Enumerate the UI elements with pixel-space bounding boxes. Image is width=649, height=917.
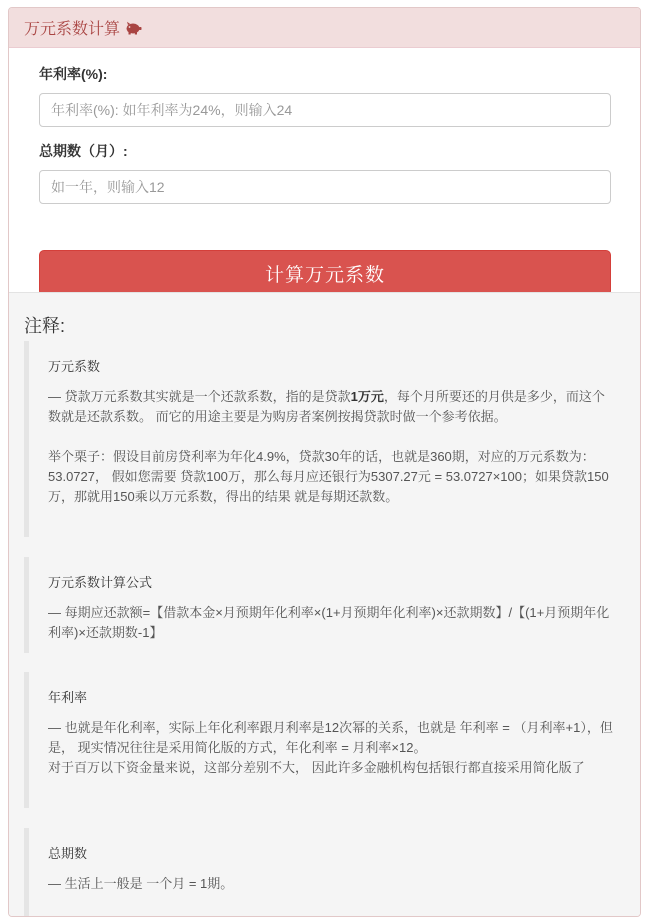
note-formula [24, 557, 614, 653]
note-coefficient-highlight: 1万元 [350, 389, 384, 404]
page-title: 万元系数计算 [24, 21, 121, 38]
note-formula-heading: 万元系数计算公式 [48, 575, 153, 590]
calculate-button[interactable]: 计算万元系数 [39, 250, 611, 296]
note-coefficient-example: 举个栗子：假设目前房贷利率为年化4.9%，贷款30年的话，也就是360期，对应的万元系数为：53.0727， 假如您需要 贷款100万，那么每月应还银行为5307.27元 = 53.0727×100；如果贷款150万，那就用150乘以万元系数，得出的结果 就是每期还款数。 [48, 449, 609, 504]
notes-section [9, 292, 641, 917]
note-annual-rate-text-2: 对于百万以下资金量来说，这部分差别不大， 因此许多金融机构包括银行都直接采用简化版了 [48, 760, 585, 775]
note-coefficient-text-a: — 贷款万元系数其实就是一个还款系数，指的是贷款 [48, 389, 351, 404]
note-annual-rate-text: — 也就是年化利率，实际上年化利率跟月利率是12次幂的关系，也就是 年利率 = （月利率+1），但是， 现实情况往往是采用简化版的方式，年化利率 = 月利率×12。 [48, 720, 613, 755]
note-formula-text: — 每期应还款额=【借款本金×月预期年化利率×(1+月预期年化利率)×还款期数】/【(1+月预期年化利率)×还款期数-1】 [48, 605, 610, 640]
notes-title: 注释: [24, 316, 66, 336]
total-periods-input[interactable] [39, 170, 611, 204]
note-coefficient-text-c: ，每个月所要还的月供是多少，而这个数就是还款系数。 而它的用途主要是为购房者案例按揭贷款时做一个参考依据。 [48, 389, 605, 424]
calc-form [9, 48, 640, 294]
note-coefficient-heading: 万元系数 [48, 359, 101, 374]
piggy-bank-icon [124, 21, 142, 35]
note-coefficient-text [48, 387, 614, 427]
annual-rate-input[interactable] [39, 93, 611, 127]
rate-group [39, 66, 610, 127]
calculator-panel [8, 7, 641, 917]
note-total-periods-heading: 总期数 [48, 846, 88, 861]
note-total-periods-text: — 生活上一般是 一个月 = 1期。 [48, 876, 234, 891]
note-total-periods [24, 828, 614, 917]
rate-label: 年利率(%): [39, 66, 108, 82]
note-coefficient [24, 341, 614, 537]
periods-label: 总期数（月）: [39, 143, 128, 159]
note-annual-rate-heading: 年利率 [48, 690, 88, 705]
panel-heading [9, 8, 640, 48]
note-annual-rate [24, 672, 614, 808]
periods-group [39, 143, 610, 204]
